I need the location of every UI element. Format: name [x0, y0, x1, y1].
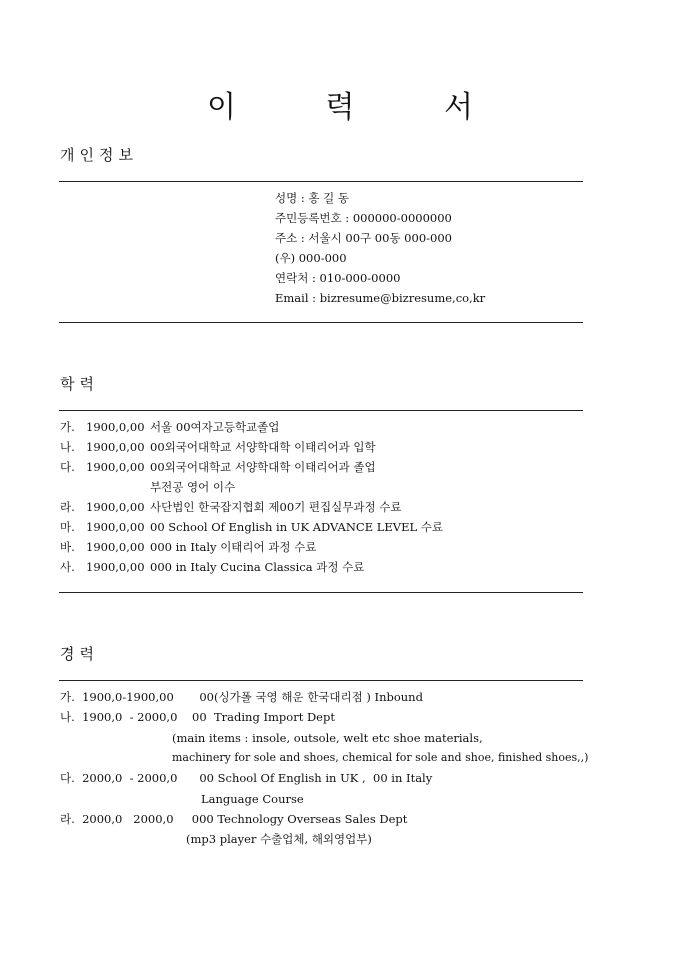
education-item: 사. 1900,0,00 000 in Italy Cucina Classica 과정 수료	[60, 560, 365, 574]
education-item: 바. 1900,0,00 000 in Italy 이태리어 과정 수료	[60, 540, 317, 554]
section-heading-personal: 개인정보	[60, 146, 138, 164]
career-item-detail: Language Course	[201, 792, 304, 806]
career-item-detail: machinery for sole and shoes, chemical for sole and shoe, finished shoes,,)	[172, 751, 589, 764]
personal-address: 주소 : 서울시 00구 00동 000-000	[275, 231, 452, 245]
education-item: 가. 1900,0,00 서울 00여자고등학교졸업	[60, 420, 280, 434]
personal-id-number: 주민등록번호 : 000000-0000000	[275, 211, 452, 225]
section-heading-career: 경력	[60, 645, 99, 663]
personal-postal-code: (우) 000-000	[275, 251, 347, 265]
career-item-detail: (mp3 player 수출업체, 해외영업부)	[186, 832, 372, 846]
education-item: 다. 1900,0,00 00외국어대학교 서양학대학 이태리어과 졸업	[60, 460, 376, 474]
career-item: 가. 1900,0-1900,00 00(싱가폴 국영 해운 한국대리점 ) Inbound	[60, 690, 423, 704]
education-item-continued: 부전공 영어 이수	[150, 480, 236, 494]
divider	[59, 181, 583, 182]
education-item: 마. 1900,0,00 00 School Of English in UK ADVANCE LEVEL 수료	[60, 520, 444, 534]
divider	[59, 680, 583, 681]
personal-email: Email : bizresume@bizresume,co,kr	[275, 291, 486, 305]
divider	[59, 592, 583, 593]
personal-phone: 연락처 : 010-000-0000	[275, 271, 401, 285]
education-item: 나. 1900,0,00 00외국어대학교 서양학대학 이태리어과 입학	[60, 440, 376, 454]
career-item-detail: (main items : insole, outsole, welt etc shoe materials,	[172, 731, 483, 745]
page-title: 이 력 서	[206, 90, 513, 125]
section-heading-education: 학력	[60, 375, 99, 393]
divider	[59, 410, 583, 411]
education-item: 라. 1900,0,00 사단법인 한국잡지협회 제00기 편집실무과정 수료	[60, 500, 402, 514]
career-item: 라. 2000,0 2000,0 000 Technology Overseas Sales Dept	[60, 812, 408, 826]
personal-name: 성명 : 홍 길 동	[275, 191, 350, 205]
career-item: 나. 1900,0 - 2000,0 00 Trading Import Dept	[60, 710, 335, 724]
career-item: 다. 2000,0 - 2000,0 00 School Of English in UK , 00 in Italy	[60, 771, 433, 785]
divider	[59, 322, 583, 323]
